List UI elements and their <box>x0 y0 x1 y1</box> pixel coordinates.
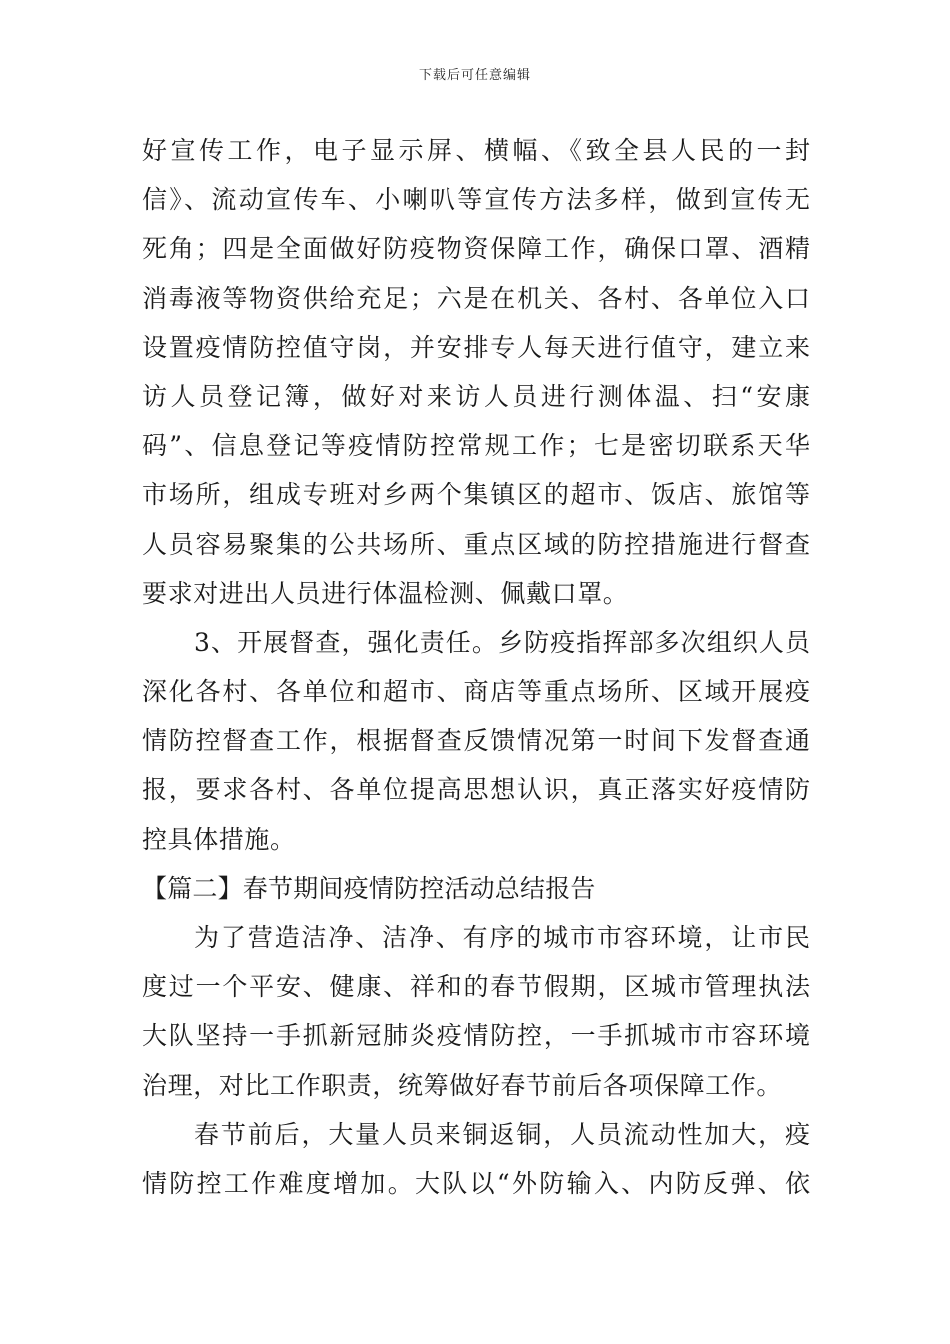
text-line: 消毒液等物资供给充足；六是在机关、各村、各单位入口 <box>142 283 810 313</box>
text-line: 控具体措施。 <box>142 824 296 854</box>
document-body <box>142 126 810 1208</box>
page-header: 下载后可任意编辑 <box>418 68 531 83</box>
text-line: 要求对进出人员进行体温检测、佩戴口罩。 <box>142 578 629 608</box>
paragraph-start-line: 为了营造洁净、洁净、有序的城市市容环境，让市民 <box>194 923 810 952</box>
text-line: 度过一个平安、健康、祥和的春节假期，区城市管理执法 <box>142 972 810 1002</box>
text-line: 访人员登记簿，做好对来访人员进行测体温、扫“安康 <box>142 381 810 411</box>
text-line: 设置疫情防控值守岗，并安排专人每天进行值守，建立来 <box>142 332 810 362</box>
text-line: 好宣传工作，电子显示屏、横幅、《致全县人民的一封 <box>142 136 810 165</box>
text-line: 情防控督查工作，根据督查反馈情况第一时间下发督查通 <box>142 726 810 756</box>
text-line: 死角；四是全面做好防疫物资保障工作，确保口罩、酒精 <box>142 234 810 264</box>
text-line: 码”、信息登记等疫情防控常规工作；七是密切联系天华 <box>142 431 810 461</box>
text-line: 情防控工作难度增加。大队以“外防输入、内防反弹、依 <box>142 1168 810 1198</box>
paragraph-start-line: 春节前后，大量人员来铜返铜，人员流动性加大，疫 <box>194 1119 810 1149</box>
text-line: 治理，对比工作职责，统筹做好春节前后各项保障工作。 <box>142 1070 783 1100</box>
paragraph-start-line: 3、开展督查，强化责任。乡防疫指挥部多次组织人员 <box>194 627 810 657</box>
text-line: 信》、流动宣传车、小喇叭等宣传方法多样，做到宣传无 <box>142 185 810 215</box>
text-line: 深化各村、各单位和超市、商店等重点场所、区域开展疫 <box>142 677 810 707</box>
text-line: 大队坚持一手抓新冠肺炎疫情防控，一手抓城市市容环境 <box>142 1021 810 1051</box>
text-line: 报，要求各村、各单位提高思想认识，真正落实好疫情防 <box>142 775 810 805</box>
text-line: 人员容易聚集的公共场所、重点区域的防控措施进行督查 <box>142 529 810 559</box>
section-heading: 【篇二】春节期间疫情防控活动总结报告 <box>142 873 596 903</box>
text-line: 市场所，组成专班对乡两个集镇区的超市、饭店、旅馆等 <box>142 480 810 510</box>
